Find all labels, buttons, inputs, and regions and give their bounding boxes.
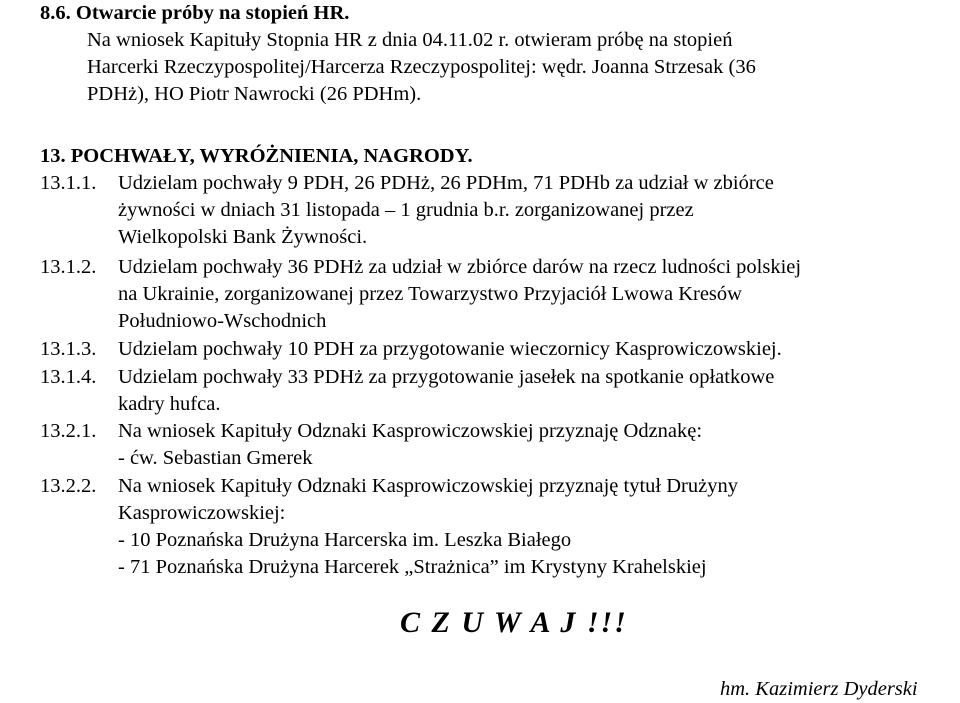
section-heading-8-6: 8.6. Otwarcie próby na stopień HR. [40,2,350,24]
item-number: 13.1.1. [40,172,97,194]
item-line: żywności w dniach 31 listopada – 1 grudnia b.r. zorganizowanej przez [118,199,694,221]
item-line: Udzielam pochwały 36 PDHż za udział w zbiórce darów na rzecz ludności polskiej [118,256,802,278]
item-number: 13.2.1. [40,420,97,442]
item-line: na Ukrainie, zorganizowanej przez Towarzystwo Przyjaciół Lwowa Kresów [118,283,742,305]
paragraph-line: PDHż), HO Piotr Nawrocki (26 PDHm). [87,83,422,105]
item-number: 13.1.2. [40,256,97,278]
closing-greeting: C Z U W A J !!! [400,606,628,639]
item-number: 13.1.4. [40,366,97,388]
item-line: Na wniosek Kapituły Odznaki Kasprowiczowskiej przyznaję Odznakę: [118,420,703,442]
item-line: Wielkopolski Bank Żywności. [118,226,368,248]
item-line: Na wniosek Kapituły Odznaki Kasprowiczowskiej przyznaję tytuł Drużyny [118,475,738,497]
section-heading-13: 13. POCHWAŁY, WYRÓŻNIENIA, NAGRODY. [40,145,473,167]
item-number: 13.1.3. [40,338,97,360]
item-line: Udzielam pochwały 33 PDHż za przygotowanie jasełek na spotkanie opłatkowe [118,366,775,388]
item-line: Udzielam pochwały 9 PDH, 26 PDHż, 26 PDHm, 71 PDHb za udział w zbiórce [118,172,774,194]
paragraph-line: Harcerki Rzeczypospolitej/Harcerza Rzeczypospolitej: wędr. Joanna Strzesak (36 [87,56,756,78]
item-line: - 10 Poznańska Drużyna Harcerska im. Leszka Białego [118,529,572,551]
item-line: Kasprowiczowskiej: [118,502,286,524]
item-number: 13.2.2. [40,475,97,497]
paragraph-line: Na wniosek Kapituły Stopnia HR z dnia 04.11.02 r. otwieram próbę na stopień [87,29,733,51]
item-line: kadry hufca. [118,393,221,415]
signature: hm. Kazimierz Dyderski [720,678,918,700]
item-line: - ćw. Sebastian Gmerek [118,447,313,469]
item-line: Udzielam pochwały 10 PDH za przygotowanie wieczornicy Kasprowiczowskiej. [118,338,782,360]
item-line: - 71 Poznańska Drużyna Harcerek „Strażnica” im Krystyny Krahelskiej [118,556,707,578]
item-line: Południowo-Wschodnich [118,310,327,332]
